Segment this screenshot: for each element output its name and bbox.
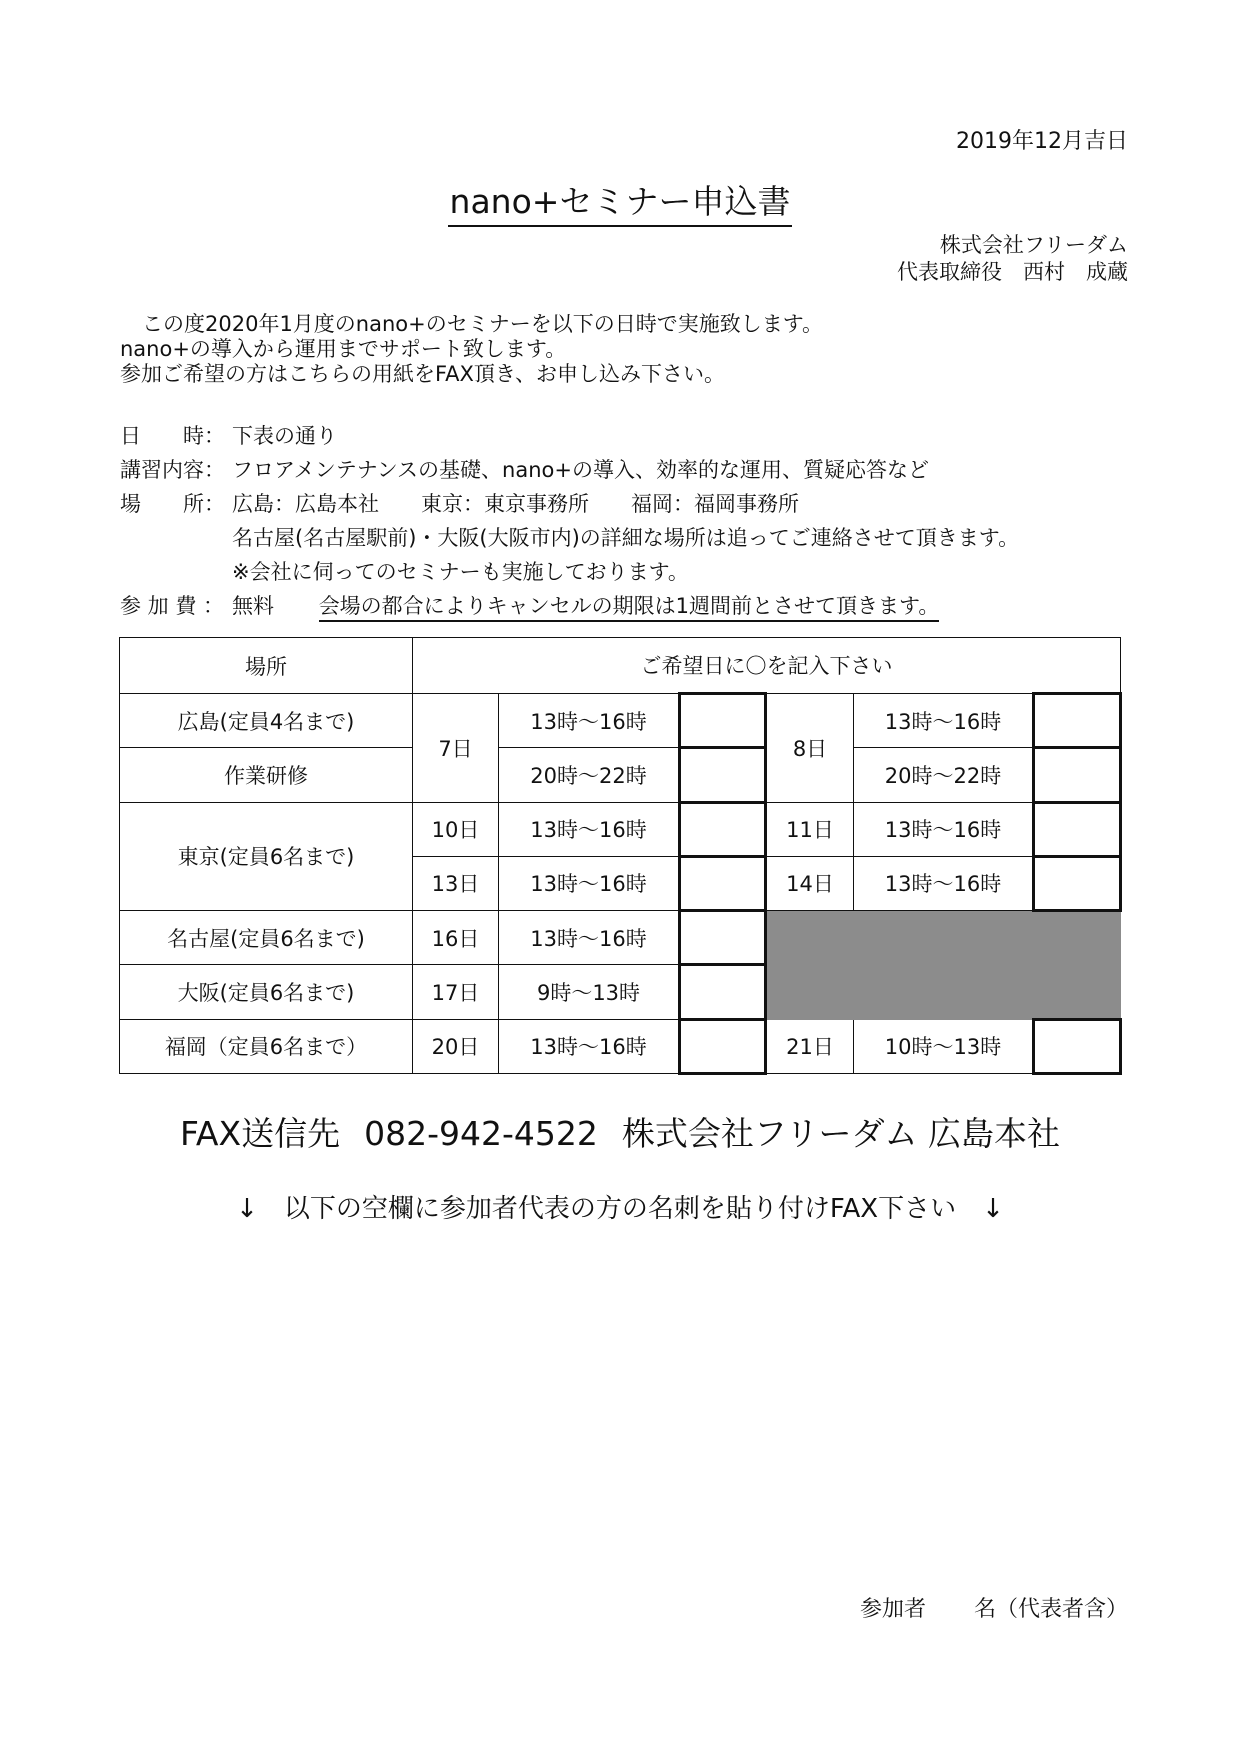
checkbox-cell[interactable]: [1034, 748, 1121, 802]
checkbox-cell[interactable]: [680, 1019, 766, 1073]
time-cell: 13時〜16時: [499, 802, 680, 856]
company-representative: 代表取締役 西村 成蔵: [897, 260, 1128, 284]
checkbox-cell[interactable]: [1034, 856, 1121, 910]
info-content: [120, 455, 929, 485]
participants-label: 参加者: [859, 1597, 926, 1622]
day-cell: 20日: [413, 1019, 499, 1073]
info-content-value: フロアメンテナンスの基礎、nano+の導入、効率的な運用、質疑応答など: [232, 458, 929, 482]
info-datetime-label: 日 時：: [120, 424, 225, 448]
info-fee-label: 参 加 費 ：: [120, 594, 225, 618]
info-fee-note: 会場の都合によりキャンセルの期限は1週間前とさせて頂きます。: [319, 594, 940, 622]
company-block: [897, 232, 1128, 286]
checkbox-cell[interactable]: [680, 911, 766, 965]
place-fukuoka: 福岡（定員6名まで）: [120, 1019, 413, 1073]
intro-text: [120, 312, 823, 387]
info-place-label: 場 所：: [120, 492, 225, 516]
down-arrow-icon: ↓: [982, 1194, 1004, 1224]
place-osaka: 大阪(定員6名まで): [120, 965, 413, 1019]
time-cell: 13時〜16時: [854, 802, 1034, 856]
info-datetime-value: 下表の通り: [232, 424, 337, 448]
day-cell: 11日: [766, 802, 854, 856]
time-cell: 13時〜16時: [854, 856, 1034, 910]
checkbox-cell[interactable]: [1034, 802, 1121, 856]
checkbox-cell[interactable]: [1034, 1019, 1121, 1073]
info-place: [120, 489, 799, 519]
fax-company: 株式会社フリーダム 広島本社: [621, 1114, 1061, 1153]
page-title: [0, 176, 1240, 223]
issue-date: 2019年12月吉日: [956, 129, 1128, 154]
title-text: nano+セミナー申込書: [448, 182, 793, 227]
fax-destination: [0, 1108, 1240, 1155]
intro-line-2: nano+の導入から運用までサポート致します。: [120, 337, 567, 361]
time-cell: 20時〜22時: [854, 748, 1034, 802]
time-cell: 13時〜16時: [499, 856, 680, 910]
time-cell: 9時〜13時: [499, 965, 680, 1019]
disabled-cell: [766, 911, 854, 965]
checkbox-cell[interactable]: [680, 694, 766, 748]
day-cell: 13日: [413, 856, 499, 910]
table-row: [120, 911, 1121, 965]
info-datetime: [120, 421, 337, 451]
time-cell: 13時〜16時: [499, 1019, 680, 1073]
place-hiroshima-workshop: 作業研修: [120, 748, 413, 802]
day-cell: 21日: [766, 1019, 854, 1073]
day-cell: 17日: [413, 965, 499, 1019]
checkbox-cell[interactable]: [680, 965, 766, 1019]
info-fee-value: 無料: [232, 594, 274, 618]
checkbox-cell[interactable]: [680, 856, 766, 910]
disabled-cell: [854, 965, 1034, 1019]
place-tokyo: 東京(定員6名まで): [120, 802, 413, 911]
time-cell: 13時〜16時: [499, 911, 680, 965]
day-cell: 8日: [766, 694, 854, 803]
time-cell: 13時〜16時: [854, 694, 1034, 748]
table-row: [120, 748, 1121, 802]
table-row: [120, 802, 1121, 856]
info-fee: [120, 591, 939, 621]
checkbox-cell[interactable]: [1034, 694, 1121, 748]
time-cell: 13時〜16時: [499, 694, 680, 748]
place-nagoya: 名古屋(定員6名まで): [120, 911, 413, 965]
disabled-cell: [1034, 911, 1121, 965]
intro-line-1: この度2020年1月度のnano+のセミナーを以下の日時で実施致します。: [142, 312, 824, 336]
time-cell: 10時〜13時: [854, 1019, 1034, 1073]
info-place-note-1: 名古屋(名古屋駅前)・大阪(大阪市内)の詳細な場所は追ってご連絡させて頂きます。: [232, 526, 1020, 550]
down-arrow-icon: ↓: [236, 1194, 258, 1224]
header-dates: ご希望日に〇を記入下さい: [413, 638, 1121, 694]
table-row: [120, 694, 1121, 748]
time-cell: 20時〜22時: [499, 748, 680, 802]
disabled-cell: [766, 965, 854, 1019]
schedule-table: [119, 637, 1122, 1075]
table-row: [120, 965, 1121, 1019]
intro-line-3: 参加ご希望の方はこちらの用紙をFAX頂き、お申し込み下さい。: [120, 362, 726, 386]
company-name: 株式会社フリーダム: [939, 233, 1128, 257]
disabled-cell: [1034, 965, 1121, 1019]
paste-instruction-text: 以下の空欄に参加者代表の方の名刺を貼り付けFAX下さい: [283, 1194, 957, 1224]
info-place-note-2: ※会社に伺ってのセミナーも実施しております。: [232, 560, 689, 584]
participants-count: [860, 1592, 1128, 1623]
day-cell: 7日: [413, 694, 499, 803]
checkbox-cell[interactable]: [680, 802, 766, 856]
place-hiroshima: 広島(定員4名まで): [120, 694, 413, 748]
header-place: 場所: [120, 638, 413, 694]
day-cell: 10日: [413, 802, 499, 856]
day-cell: 16日: [413, 911, 499, 965]
info-content-label: 講習内容：: [120, 458, 225, 482]
day-cell: 14日: [766, 856, 854, 910]
info-place-value: 広島：広島本社 東京：東京事務所 福岡：福岡事務所: [232, 492, 799, 516]
participants-suffix: 名（代表者含）: [973, 1597, 1128, 1622]
paste-instruction: [0, 1188, 1240, 1225]
fax-label: FAX送信先: [179, 1114, 341, 1153]
checkbox-cell[interactable]: [680, 748, 766, 802]
disabled-cell: [854, 911, 1034, 965]
table-header-row: [120, 638, 1121, 694]
fax-number: 082-942-4522: [364, 1114, 598, 1153]
table-row: [120, 1019, 1121, 1073]
